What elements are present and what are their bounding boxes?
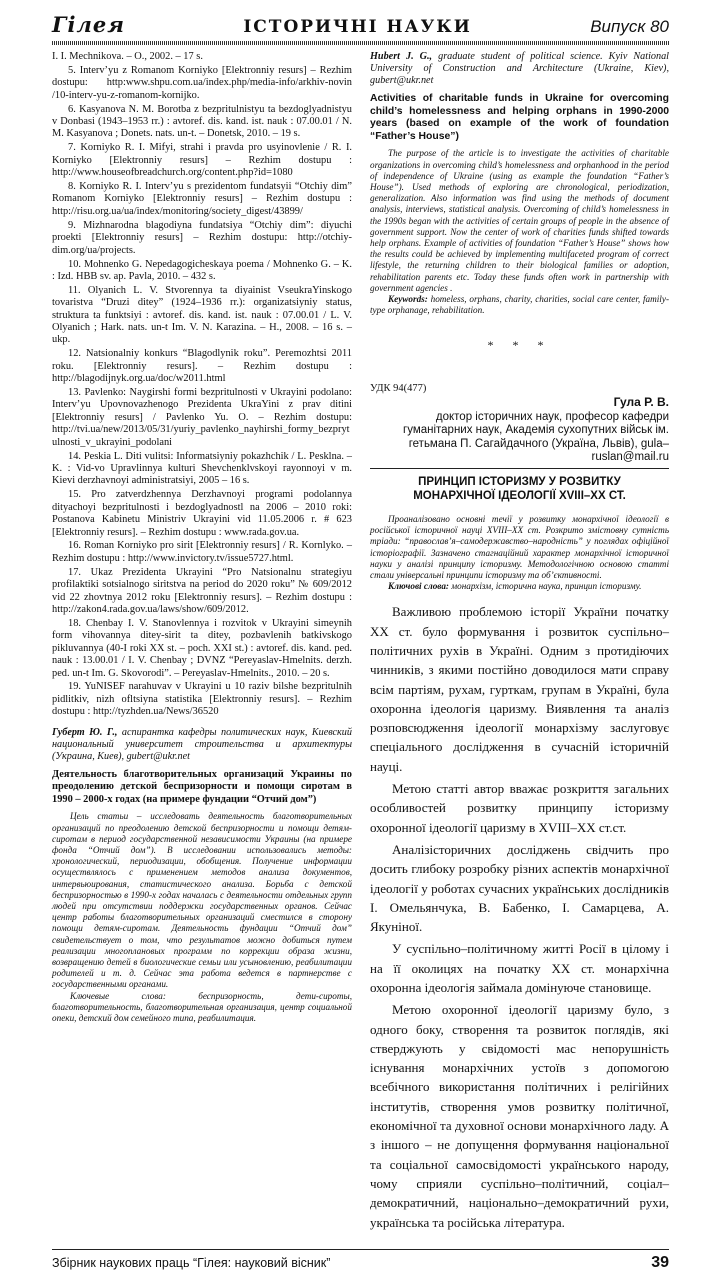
reference-item: 13. Pavlenko: Naygirshi formi bezpritulnosti v Ukrayini podolano: Interv’yu Upovnovazhenogo Prezidenta UkraYini z prav ditini [Elektronniy resurs] / Pavlenko Yu. O. – Rezhim dostupu: http://tvi.ua/new/2013/05/31/yuriy_pavlenko_nayhirshi_formy_bezprytulnosti_v_ukrayini_podolani (52, 387, 352, 448)
en-abstract-text: The purpose of the article is to investigate the activities of charitable organizations in overcoming child’s homelessness and orphanhood in the period of independence of Ukraine (using as example the foundation “Father’s House”). Used methods of exploring are chronological, periodization, generalization. Also information was find using the methods of document analysis, interviews, statistical analysis. Overcoming of child’s homelessness in the 1990s began with the activities of certain groups of people in the absence of government support. Now the center of work of charities funds shifted towards help orphans. Example of activities of foundation “Father’s House” shows how the results could be achieved by implementing multifaceted program of correct lifestyle, the returning children to their biological families or adoption, rehabilitation parents etc. Today these funds often work in partnership with government agencies . (370, 148, 669, 293)
journal-logo: Гілея (52, 12, 125, 37)
reference-item: 6. Kasyanova N. M. Borotba z bezpritulnistyu ta bezdoglyadnistyu v Donbasi (1943–1953 rr.) : avtoref. dis. kand. ist. nauk : 07.00.01 / N. M. Kasyanova ; Donets. nats. un-t. – Donetsk, 2010. – 19 s. (52, 103, 352, 140)
reference-item: 10. Mohnenko G. Nepedagogicheskaya poema / Mohnenko G. – K. : Izd. HBB sv. ap. Pavla, 2010. – 432 s. (52, 258, 352, 282)
footer-journal: Збірник наукових праць “Гілея: науковий вісник” (52, 1255, 331, 1270)
page (52, 0, 669, 1280)
ru-title: Деятельность благотворительных организаций Украины по преодолению детской беспризорности и помощи сиротам в 1990 – 2000-х годах (на примере фундации “Отчий дом”) (52, 768, 352, 805)
left-column (52, 51, 352, 1235)
ru-keywords: беспризорность, дети-сироты, благотворительность, благотворительная организация, центр социальной опеки, детский дом семейного типа, реабилитация. (52, 990, 352, 1024)
ru-author-info: аспирантка кафедры политических наук, Киевский национальный университет строительства и архитектуры (Украина, Киев), gubert@ukr.net (52, 726, 352, 762)
reference-item: 19. YuNISEF narahuvav v Ukrayini u 10 raziv bilshe bezpritulnih pidlitkiv, nizh ofltsiyna statistika [Elektronniy resurs]. – Rezhim dostupu : http://tyzhden.ua/News/36520 (52, 681, 352, 718)
article-affiliation: доктор історичних наук, професор кафедри гуманітарних наук, Академія сухопутних військ ім. гетьмана П. Сагайдачного (Україна, Львів), gula–ruslan@mail.ru (403, 410, 669, 464)
body-paragraph: Метою охоронної ідеології царизму було, з одного боку, створення та розвиток поглядів, які стверджують у свідомості мас непорушність існування монархічних устоїв з допомогою всебічного використання політичних і релігійних інститутів, створення умов розвитку політичної, економічної та духовної основи монархічного ладу. А з іншого – не допущення формування національної та соціальної самосвідомості українського народу, чому сприяли суспільно–політичний, соціал–демократичний, національно–демократичний рухи, українська та російська література. (370, 1002, 669, 1230)
article-title-line: ПРИНЦИП ІСТОРИЗМУ У РОЗВИТКУ (418, 475, 621, 488)
reference-item: I. I. Mechnikova. – O., 2002. – 17 s. (52, 51, 203, 62)
article-title-line: МОНАРХІЧНОЇ ІДЕОЛОГІЇ XVIII–XX СТ. (413, 490, 626, 503)
header-rule (52, 41, 669, 45)
en-author (370, 51, 669, 87)
reference-item: 14. Peskia L. Diti vulitsi: Informatsiyniy pokazhchik / L. Pesklna. – K. : Vid-vo Upravlinnya kulturi Shevchenklvskoyi rayonnoyi v m. Kievi derzhavnoyi administratsiyi, 2005 – 16 s. (52, 450, 352, 487)
reference-item: 5. Interv’yu z Romanom Korniyko [Elektronniy resurs] – Rezhim dostupu: http:www.shpu.com.ua/index.php/media-info/arkhiv-novin /10-interv-yu-z-romanom-kornijko. (52, 64, 352, 101)
ru-abstract (52, 811, 352, 1024)
article-abstract (370, 514, 669, 592)
ru-author-name: Губерт Ю. Г., (52, 726, 118, 738)
udk-code: УДК 94(477) (370, 383, 427, 395)
right-column (370, 51, 669, 1235)
en-keywords: homeless, orphans, charity, charities, social care center, family-type orphanage, rehabilitation. (370, 294, 670, 316)
en-author-info: graduate student of political science. Kyiv National University of Construction and Architecture (Ukraine, Kiev), gubert@ukr.net (370, 51, 670, 86)
reference-item: 8. Korniyko R. I. Interv’yu s prezidentom fundatsyii “Otchiy dim” Romanom Korniyko [Elektronniy resurs] – Rezhim dostupu : http://risu.org.ua/ua/index/monitoring/society_digest/43899/ (52, 181, 352, 217)
ru-keywords-label: Ключевые слова: (70, 990, 166, 1001)
reference-item: 7. Korniyko R. I. Mifyi, strahi i pravda pro usyinovlenie / R. I. Korniyko [Elektronniy resurs] – Rezhim dostupu : http://www.houseofbreadchurch.org/content.php?id=1080 (52, 142, 352, 179)
section-title: ІСТОРИЧНІ НАУКИ (243, 17, 472, 37)
ru-author (52, 727, 352, 763)
en-keywords-label: Keywords: (388, 294, 428, 305)
page-number: 39 (651, 1253, 669, 1271)
en-author-name: Hubert J. G., (370, 51, 433, 62)
body-paragraph: Метою статті автор вважає розкриття загальних особливостей розвитку принципу історизму охоронної ідеології царизму в XVIII–XX ст.ст. (370, 781, 669, 835)
en-abstract (370, 148, 669, 316)
reference-item: 16. Roman Korniyko pro sirit [Elektronniy resurs] / R. Kornlyko. – Rezhim dostupu : http://www.invictory.tv/issue5727.html. (52, 540, 352, 564)
body-paragraph: Важливою проблемою історії України початку XX ст. було формування і розвиток суспільно–політичних рухів в Україні. Одним з протидіючих чинників, з якими постійно доводилося мати справу всім партіям, рухам, гурткам, групам в Україні, була охоронна ідеологія царизму. Виявлення та аналіз розповсюдження ідеології монархізму заслуговує спеціального дослідження в сучасній історичній науці. (370, 604, 669, 774)
section-separator: * * * (487, 338, 552, 353)
page-header (52, 12, 669, 37)
reference-item: 11. Olyanich L. V. Stvorennya ta diyainist VseukraYinskogo tovaristva “Druzi ditey” (1924–1936 rr.): organizatsiyniy status, struktura ta funktsiyi : avtoref. dis. kand. ist. nauk : 07.00.01 / L. V. Olyanich ; Hark. nats. un-t Im. V. N. Karazina. – H., 2008. – 16 s. – ukp. (52, 284, 352, 346)
article-keywords: монархізм, історична наука, принцип історизму. (451, 581, 642, 592)
article-body (370, 602, 669, 1232)
reference-item: 12. Natsionalniy konkurs “Blagodlynik roku”. Peremozhtsi 2011 roku. [Elektronniy resurs]. – Rezhim dostupu : http://blagodijnyk.org.ua/doc/w2011.html (52, 348, 352, 385)
columns (52, 51, 669, 1235)
article-abstract-text: Проаналізовано основні течії у розвитку монархічної ідеології в російської історичної науці XVIII–XX ст. Розкрито змістовну сутність тріади: “православ’я–самодержавство–народність” у поглядах офіційної історіографії. Зазначено стагнаційний характер монархічної історичної науки у аналізі принципу історизму. Методологічною основою статті стали універсальні принципи історизму та об’єктивності. (370, 513, 669, 580)
article-title (370, 475, 669, 504)
reference-item: 15. Pro zatverdzhennya Derzhavnoyi programi podolannya dityachoyi bezpritulnosti i bezdoglyadnostl na 2006 – 2010 roki: Postanova Kabinetu Ministriv Ukrayini vid 11.05.2006 r. # 623 [Elektronniy resurs]. – Rezhim dostupu : www.rada.gov.ua. (52, 489, 352, 538)
reference-item: 9. Mizhnarodna blagodiyna fundatsiya “Otchiy dim”: diyuchi proekti [Elektronniy resurs] – Rezhim dostupu: http://otchiy-dim.org/ua/projects. (52, 219, 352, 256)
reference-item: 18. Chenbay I. V. Stanovlennya i rozvitok v Ukrayini simeynih form vihovannya ditey-sirit ta ditey, pozbavlenih batkivskogo pikluvannya (40-I roki XX st. – poch. XXI st.) : avtoref. dis. kand. ped. nauk : 13.00.01 / I. V. Chenbay ; DVNZ “Pereyaslav-Hmelnits. derzh. ped. un-t Im. G. Skovorodi”. – Pereyaslav-Hmelnits., 2010. – 20 s. (52, 617, 352, 679)
article-keywords-label: Ключові слова: (388, 581, 449, 592)
article-author: Гула Р. В. (613, 395, 669, 410)
body-paragraph: У суспільно–політичному житті Росії в цілому і на її околицях на початку XX ст. монархічна охоронна ідеологія займала домінуюче становище. (370, 941, 669, 995)
ru-abstract-text: Цель статьи – исследовать деятельность благотворительных организаций по преодолению детской беспризорности и помощи детям-сиротам в период государственной независимости Украины (на примере фонда “Отчий дом”). В исследовании использовались методы: хронологический, периодизации, обобщения. Получение информации осуществлялось с применением методов анализа документов, интервьюирования, статистического анализа. Борьба с детской беспризорностью в 1990-х годах началась с деятельности отдельных групп людей при отсутствии поддержки государственных органов. Сейчас центр работы благотворительных организаций сместился в сторону помощи детям-сиротам. Деятельность фундации “Отчий дом” свидетельствует о том, что результатов можно добиться путем реализации многоплановых программ по коррекции образа жизни, возвращению детей в биологические семьи или усыновлению, реабилитации родителей и т. д. Сейчас эта работа ведется в партнерстве с государственными органами. (52, 811, 352, 990)
reference-item: 17. Ukaz Prezidenta Ukrayini “Pro Natsionalnu strategiyu profilaktiki sotsialnogo siritstva na period do 2020 roku” № 609/2012 vid 22 zhovtnya 2012 roku [Elektronniy resurs]. – Rezhim dostupu : http://zakon4.rada.gov.ua/laws/show/609/2012. (52, 566, 352, 615)
issue-number: Випуск 80 (590, 17, 669, 36)
article-author-block (370, 396, 669, 469)
page-footer (52, 1249, 669, 1280)
body-paragraph: Аналізісторичних досліджень свідчить про досить глибоку розробку різних аспектів монархічної ідеології у роботах сучасних українських дослідників І. Омельянчука, В. Бабенко, І. Самарцева, А. Якуніної. (370, 841, 669, 935)
en-title: Activities of charitable funds in Ukraine for overcoming child’s homelessness and helping orphans in 1990-2000 years (based on example of the work of foundation “Father’s House”) (370, 93, 669, 142)
reference-list (52, 51, 352, 719)
